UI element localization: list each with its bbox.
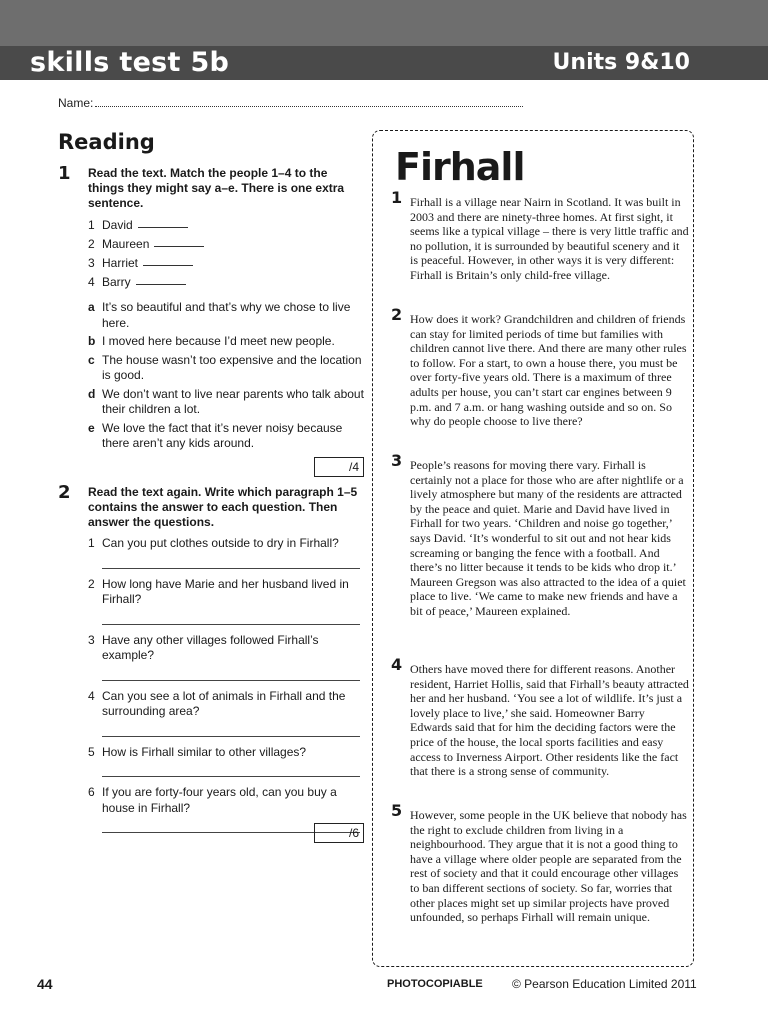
answer-line[interactable] xyxy=(102,608,360,625)
list-item: 4 Barry xyxy=(88,273,366,292)
list-item: e We love the fact that it’s never noisy because there aren’t any kids around. xyxy=(88,420,343,450)
paragraph-number: 3 xyxy=(391,451,403,470)
list-item: 2 Maureen xyxy=(88,235,366,254)
list-item: a It’s so beautiful and that’s why we chose to live here. xyxy=(88,300,351,330)
list-item: 4 Can you see a lot of animals in Firhall and the surrounding area? xyxy=(88,688,346,718)
page-number: 44 xyxy=(37,976,53,992)
exercise-instruction: Read the text again. Write which paragraph 1–5 contains the answer to each question. Then answer the questions. xyxy=(88,485,358,529)
test-title: skills test 5b xyxy=(30,47,230,78)
answer-blank[interactable] xyxy=(136,273,186,285)
list-item: 3 Harriet xyxy=(88,254,366,273)
paragraph-text: Others have moved there for different reasons. Another resident, Harriet Hollis, said that Firhall’s beauty attracted her and her husband. ‘You see a lot of wildlife. It’s just a lovely place to live,’ she said. Homeowner Barry Edwards said that for him the deciding factors were the price of the house, the local sports facilities and easy access to Inverness Airport. Other residents like the fact that there is a strong sense of community. xyxy=(410,662,689,779)
answer-blank[interactable] xyxy=(143,254,193,266)
answer-blank[interactable] xyxy=(154,235,204,247)
list-item: 1 David xyxy=(88,216,366,235)
name-field[interactable] xyxy=(58,96,523,110)
paragraph-number: 5 xyxy=(391,801,403,820)
exercise-2-column xyxy=(58,482,366,841)
options-list xyxy=(88,300,366,452)
list-item: 6 If you are forty-four years old, can you buy a house in Firhall? xyxy=(88,785,337,815)
answer-line[interactable] xyxy=(102,552,360,569)
copyright-notice: © Pearson Education Limited 2011 xyxy=(512,977,697,991)
list-item: 2 How long have Marie and her husband lived in Firhall? xyxy=(88,576,349,606)
paragraph-number: 4 xyxy=(391,655,403,674)
list-item: 5 How is Firhall similar to other villages? xyxy=(88,744,307,759)
units-label: Units 9&10 xyxy=(552,50,690,75)
list-item: c The house wasn’t too expensive and the location is good. xyxy=(88,352,362,382)
photocopiable-label: PHOTOCOPIABLE xyxy=(387,978,483,990)
exercise-number: 1 xyxy=(58,163,71,184)
list-item: b I moved here because I’d meet new people. xyxy=(88,334,335,348)
people-list xyxy=(88,216,366,292)
paragraph-text: However, some people in the UK believe that nobody has the right to exclude children from living in a neighbourhood. They argue that it is not a good thing to have a village where older people are separated from the rest of society and that it could encourage other villages to ban different sections of society. So far, worries that other places might set up similar projects have proved unfounded, so perhaps Firhall will remain unique. xyxy=(410,808,687,925)
list-item: 3 Have any other villages followed Firhall’s example? xyxy=(88,632,319,662)
paragraph-4 xyxy=(391,655,689,779)
paragraph-2 xyxy=(391,305,689,429)
questions-list xyxy=(88,536,366,833)
paragraph-number: 2 xyxy=(391,305,403,324)
section-title: Reading xyxy=(58,130,155,154)
answer-line[interactable] xyxy=(102,664,360,681)
paragraph-text: How does it work? Grandchildren and children of friends can stay for limited periods of time but families with children cannot live there. And there are many other rules to follow. For a start, to own a house there, you must be over forty-five years old. There is a maximum of three adults per house, you can’t start car engines between 9 p.m. and 7 a.m. or hang washing outside and so on. So why do people choose to live there? xyxy=(410,312,687,429)
paragraph-3 xyxy=(391,451,689,619)
exercise-instruction: Read the text. Match the people 1–4 to the things they might say a–e. There is one extra sentence. xyxy=(88,166,345,210)
list-item: 1 Can you put clothes outside to dry in Firhall? xyxy=(88,536,339,550)
passage-title: Firhall xyxy=(395,145,525,189)
exercise-1 xyxy=(58,163,366,452)
name-dotted-line[interactable] xyxy=(95,97,523,107)
reading-passage xyxy=(372,130,694,967)
list-item: d We don’t want to live near parents who talk about their children a lot. xyxy=(88,386,364,416)
name-label: Name: xyxy=(58,96,94,110)
questions-column xyxy=(58,130,366,455)
paragraph-1 xyxy=(391,188,689,283)
paragraph-number: 1 xyxy=(391,188,403,207)
answer-blank[interactable] xyxy=(138,216,188,228)
paragraph-text: People’s reasons for moving there vary. Firhall is certainly not a place for those who are after nightlife or a lively atmosphere but many of the residents are attracted by the peace and quiet. Marie and David have lived in Firhall for two years. ‘Children and noise go together,’ says David. ‘It’s wonderful to sit out and not hear kids screaming or banging the fence with a football. And there’s no litter because it tends to be kids who drop it.’ Maureen Gregson was also attracted to the idea of a quiet place to live. ‘We came to make new friends and have a bit of peace,’ Maureen explained. xyxy=(410,458,686,618)
score-box-ex1[interactable]: /4 xyxy=(314,457,364,477)
score-box-ex2[interactable]: /6 xyxy=(314,823,364,843)
paragraph-5 xyxy=(391,801,689,925)
top-band xyxy=(0,0,768,46)
exercise-number: 2 xyxy=(58,482,71,503)
answer-line[interactable] xyxy=(102,760,360,777)
paragraph-text: Firhall is a village near Nairn in Scotland. It was built in 2003 and there are ninety-three homes. At first sight, it seems like a typical village – there is very little traffic and no pollution, it is surrounded by beautiful scenery and it is peaceful. However, in other ways it is very different: Firhall is Britain’s only child-free village. xyxy=(410,195,689,282)
title-bar xyxy=(0,46,768,80)
exercise-2 xyxy=(58,482,366,833)
answer-line[interactable] xyxy=(102,720,360,737)
